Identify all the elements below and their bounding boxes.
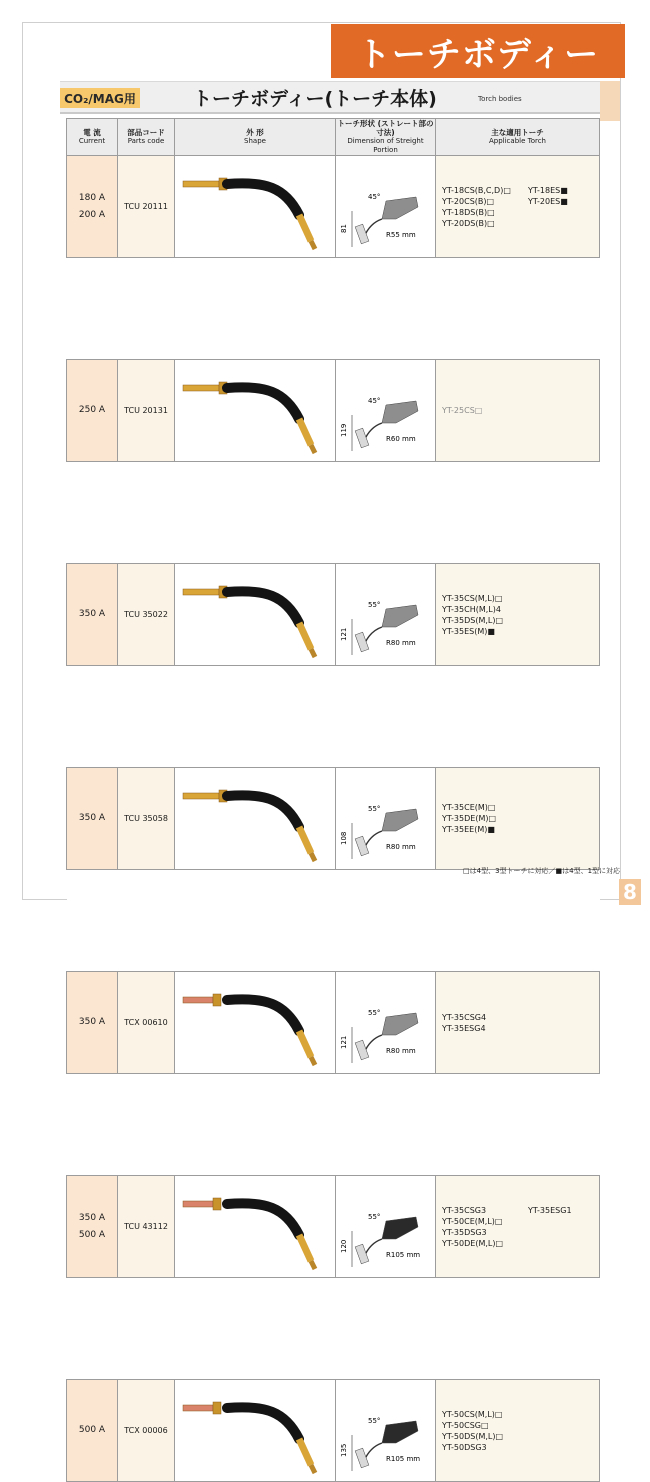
- dimension-diagram: [336, 1177, 435, 1277]
- dim-angle: 55°: [368, 1416, 381, 1425]
- cell-shape: [175, 156, 336, 258]
- dimension-diagram: [336, 1381, 435, 1481]
- applicable-torch-item: YT-25CS□: [442, 406, 483, 415]
- dim-angle: 55°: [368, 600, 381, 609]
- cell-applicable-torch: [436, 564, 600, 666]
- applicable-torch-item: YT-35ES(M)■: [442, 626, 495, 636]
- dim-angle: 45°: [368, 192, 381, 201]
- torch-body-table: [66, 118, 600, 1482]
- applicable-torch-item: YT-35ESG1: [528, 1205, 572, 1215]
- header-current: 電 流 Current: [67, 119, 118, 156]
- torch-body-image: [175, 1177, 335, 1277]
- cell-dimension: [336, 156, 436, 258]
- cell-current: [67, 768, 118, 870]
- cell-applicable-torch: [436, 768, 600, 870]
- page-number: 8: [619, 879, 641, 905]
- row-spacer: [67, 1278, 600, 1380]
- cell-parts-code: TCU 35058: [118, 768, 175, 870]
- cell-shape: [175, 1380, 336, 1482]
- cell-parts-code: TCU 43112: [118, 1176, 175, 1278]
- applicable-torch-item: YT-35CH(M,L)4: [442, 604, 501, 614]
- dim-radius: R105 mm: [386, 1250, 421, 1259]
- applicable-torch-item: YT-50CS(M,L)□: [442, 1409, 503, 1419]
- applicable-torch-item: YT-50CE(M,L)□: [442, 1216, 503, 1226]
- cell-current: [67, 564, 118, 666]
- header-applicable-torch: 主な適用トーチ Applicable Torch: [436, 119, 600, 156]
- cell-dimension: [336, 1176, 436, 1278]
- applicable-torch-item: YT-35DSG3: [442, 1227, 487, 1237]
- cell-parts-code: TCX 00006: [118, 1380, 175, 1482]
- cell-applicable-torch: [436, 360, 600, 462]
- cell-applicable-torch: [436, 156, 600, 258]
- torch-body-image: [175, 565, 335, 665]
- table-header-row: [67, 119, 600, 156]
- section-banner: トーチボディー: [331, 24, 625, 78]
- cell-parts-code: TCU 35022: [118, 564, 175, 666]
- applicable-torch-item: YT-18CS(B,C,D)□: [442, 185, 511, 195]
- current-value: 350 A: [78, 1212, 106, 1223]
- cell-current: [67, 156, 118, 258]
- torch-body-image: [175, 157, 335, 257]
- table-row: [67, 156, 600, 258]
- row-spacer: [67, 1074, 600, 1176]
- header-shape: 外 形 Shape: [175, 119, 336, 156]
- current-value: 180 A: [78, 192, 106, 203]
- dim-radius: R80 mm: [386, 842, 416, 851]
- applicable-torch-item: YT-18ES■: [528, 185, 568, 195]
- cell-parts-code: TCU 20131: [118, 360, 175, 462]
- current-value: 350 A: [78, 1017, 106, 1027]
- applicable-torch-item: YT-35DE(M)□: [442, 814, 497, 823]
- current-value: 500 A: [78, 1425, 106, 1435]
- cell-shape: [175, 1176, 336, 1278]
- cell-shape: [175, 360, 336, 462]
- cell-parts-code: TCX 00610: [118, 972, 175, 1074]
- dim-radius: R80 mm: [386, 638, 416, 647]
- applicable-torch-item: YT-35CSG4: [442, 1012, 487, 1022]
- cell-shape: [175, 972, 336, 1074]
- applicable-torch-item: YT-35CS(M,L)□: [442, 593, 503, 603]
- dim-angle: 45°: [368, 396, 381, 405]
- cell-parts-code: TCU 20111: [118, 156, 175, 258]
- table-row: [67, 360, 600, 462]
- cell-shape: [175, 564, 336, 666]
- current-value: 200 A: [78, 209, 106, 220]
- applicable-torch-item: YT-50DE(M,L)□: [442, 1238, 504, 1248]
- edge-tab: [600, 81, 620, 121]
- cell-current: [67, 1176, 118, 1278]
- cell-applicable-torch: [436, 1380, 600, 1482]
- dimension-diagram: [336, 565, 435, 665]
- cell-dimension: [336, 972, 436, 1074]
- dimension-diagram: [336, 769, 435, 869]
- applicable-torch-item: YT-18DS(B)□: [442, 207, 495, 217]
- applicable-torch-item: YT-20ES■: [528, 196, 568, 206]
- cell-current: [67, 1380, 118, 1482]
- dim-angle: 55°: [368, 1008, 381, 1017]
- torch-body-image: [175, 769, 335, 869]
- current-value: 350 A: [78, 609, 106, 619]
- dim-length: 108: [340, 831, 348, 845]
- dim-length: 119: [340, 423, 348, 437]
- applicable-torch-item: YT-35DS(M,L)□: [442, 615, 504, 625]
- co2-mag-tag: CO₂/MAG用: [60, 88, 140, 108]
- dim-length: 120: [340, 1239, 348, 1253]
- dimension-diagram: [336, 973, 435, 1073]
- applicable-torch-item: YT-20DS(B)□: [442, 218, 495, 228]
- row-spacer: [67, 870, 600, 972]
- applicable-torch-item: YT-50DS(M,L)□: [442, 1431, 504, 1441]
- table-row: [67, 972, 600, 1074]
- dimension-diagram: [336, 157, 435, 257]
- table-row: [67, 1380, 600, 1482]
- cell-applicable-torch: [436, 972, 600, 1074]
- dim-radius: R80 mm: [386, 1046, 416, 1055]
- dim-angle: 55°: [368, 804, 381, 813]
- table-row: [67, 768, 600, 870]
- applicable-torch-item: YT-35EE(M)■: [442, 825, 495, 834]
- applicable-torch-item: YT-35CE(M)□: [442, 803, 496, 812]
- applicable-torch-item: YT-35ESG4: [442, 1023, 486, 1033]
- cell-shape: [175, 768, 336, 870]
- applicable-torch-item: YT-20CS(B)□: [442, 196, 495, 206]
- dimension-diagram: [336, 361, 435, 461]
- cell-current: [67, 360, 118, 462]
- table-row: [67, 564, 600, 666]
- torch-body-image: [175, 361, 335, 461]
- applicable-torch-item: YT-50CSG□: [442, 1420, 489, 1430]
- current-value: 250 A: [78, 405, 106, 415]
- dim-radius: R55 mm: [386, 230, 416, 239]
- cell-dimension: [336, 564, 436, 666]
- current-value: 500 A: [78, 1229, 106, 1240]
- applicable-torch-item: YT-50DSG3: [442, 1442, 487, 1452]
- dim-radius: R60 mm: [386, 434, 416, 443]
- torch-body-image: [175, 973, 335, 1073]
- subheader-english: Torch bodies: [478, 95, 522, 103]
- current-value: 350 A: [78, 813, 106, 823]
- dim-angle: 55°: [368, 1212, 381, 1221]
- applicable-torch-item: YT-35CSG3: [442, 1205, 487, 1215]
- row-spacer: [67, 462, 600, 564]
- dim-radius: R105 mm: [386, 1454, 421, 1463]
- dim-length: 121: [340, 627, 348, 641]
- subheader-title: トーチボディー(トーチ本体): [193, 88, 437, 110]
- header-parts-code: 部品コード Parts code: [118, 119, 175, 156]
- header-dimension: トーチ形状 (ストレート部の寸法) Dimension of Streight Portion: [337, 119, 434, 154]
- cell-applicable-torch: [436, 1176, 600, 1278]
- footnote: □は4型、3型トーチに対応／■は4型、1型に対応: [463, 867, 621, 875]
- table-row: [67, 1176, 600, 1278]
- dim-length: 135: [340, 1443, 348, 1457]
- torch-body-image: [175, 1381, 335, 1481]
- cell-dimension: [336, 768, 436, 870]
- dim-length: 81: [340, 223, 348, 233]
- cell-current: [67, 972, 118, 1074]
- row-spacer: [67, 666, 600, 768]
- cell-dimension: [336, 360, 436, 462]
- cell-dimension: [336, 1380, 436, 1482]
- dim-length: 121: [340, 1035, 348, 1049]
- row-spacer: [67, 258, 600, 360]
